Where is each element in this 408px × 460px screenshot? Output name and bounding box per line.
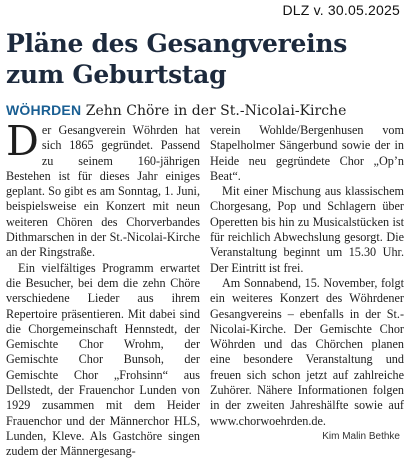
article-column-right (210, 123, 404, 429)
paragraph-1-text: er Gesangverein Wöhrden hat sich 1865 gegründet. Passend zu seinem 160-jährigen Bestehen ist für dieses Jahr einiges geplant. So gibt es am Sonntag, 1. Juni, beispielsweise ein Konzert mit neun weiteren Chören des Chorverbandes Dithmarschen in der St.-Nicolai-Kirche an der Ringstraße. (6, 123, 200, 260)
subheadline-text: Zehn Chöre in der St.-Nicolai-Kirche (85, 103, 347, 119)
article-column-left (6, 117, 200, 460)
article-subheadline (6, 101, 404, 120)
location-kicker: WÖHRDEN (6, 102, 82, 118)
paragraph-2: Ein vielfältiges Programm erwartet die Besucher, bei dem die zehn Chöre verschiedene Lieder aus ihrem Repertoire präsentieren. Mit dabei sind die Chorgemeinschaft Hennstedt, der Gemischte Chor Wrohm, der Gemischte Chor Bunsoh, der Gemischte Chor „Frohsinn“ aus Dellstedt, der Frauenchor Lunden von 1929 zusammen mit dem Heider Frauenchor und der Männerchor HLS, Lunden, Kleve. Als Gastchöre singen zudem der Männergesang- (6, 260, 200, 459)
newspaper-source-date: DLZ v. 30.05.2025 (282, 2, 400, 18)
author-byline: Kim Malin Bethke (322, 431, 400, 442)
paragraph-1 (6, 117, 200, 261)
paragraph-2-continued: verein Wohlde/Bergenhusen vom Stapelholmer Sängerbund sowie der in Heide neu gegründete Chor „Op’n Beat“. (210, 123, 404, 183)
paragraph-4: Am Sonnabend, 15. November, folgt ein weiteres Konzert des Wöhrdener Gesangvereins – ebenfalls in der St.-Nicolai-Kirche. Der Gemischte Chor Wöhrden und das Chörchen planen eine besondere Veranstaltung und freuen sich schon jetzt auf zahlreiche Zuhörer. Nähere Informationen folgen in der zweiten Jahreshälfte sowie auf www.chorwoehrden.de. (210, 275, 404, 428)
drop-cap: D (6, 117, 39, 165)
paragraph-3: Mit einer Mischung aus klassischem Chorgesang, Pop und Schlagern über Operetten bis hin zu Musicalstücken ist für reichlich Abwechslung gesorgt. Die Veranstaltung beginnt um 15.30 Uhr. Der Eintritt ist frei. (210, 184, 404, 275)
article-headline: Pläne des Gesangvereins zum Geburtstag (6, 29, 347, 89)
